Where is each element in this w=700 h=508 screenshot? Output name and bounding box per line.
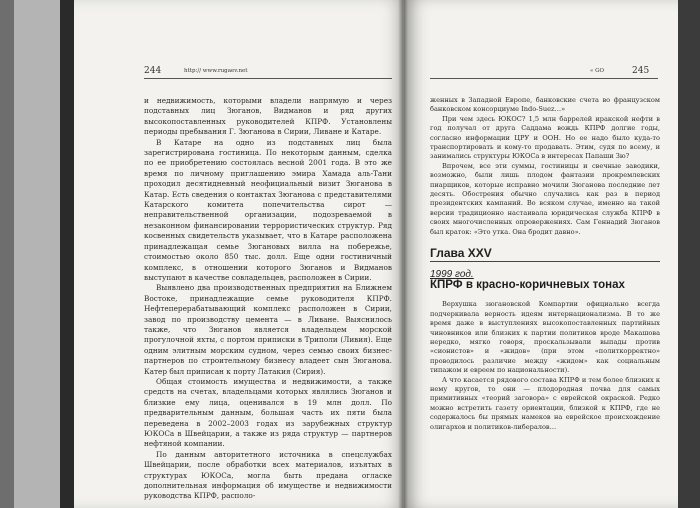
right-header-label: « GO — [590, 68, 605, 74]
right-paragraph: Верхушка зюгановской Компартии официально всегда подчеркивала верность идеям интернационализма. В то же время даже в выступлениях высокопоставленных партийных чиновников или близких к партии политиков вроде Макашова нередко, мягко говоря, проскальзывали выпады против «сионистов» и «жидов» (при этом «политкорректно» проводилось различие между «жидом» как социальным типажом и евреем по национальности). — [430, 300, 660, 375]
right-page-number: 245 — [632, 66, 650, 76]
left-paragraph: По данным авторитетного источника в спецслужбах Швейцарии, после обработки всех материалов, изъятых в структурах ЮКОСа, могла быть предана огласке дополнительная информация об имуществе и недвижимости руководства КПРФ, располо- — [144, 449, 392, 501]
chapter-heading: Глава XXV — [430, 246, 492, 261]
left-paragraph: Общая стоимость имущества и недвижимости, а также средств на счетах, владельцами которых являлись Зюганов и близкие ему лица, оценивался в 19 млн долл. По предварительным данным, большая часть их пяти была переведена в 2002–2003 годах из зарубежных структур ЮКОСа в Швейцарии, а также из ряда структур — партнеров нефтяной компании. — [144, 376, 392, 449]
left-header-url: http:// www.rugaev.net — [184, 68, 248, 74]
right-text-body — [430, 96, 660, 432]
right-paragraph: женных в Западной Европе, банковские счета во французском банковском консорциуме Indo-Suez…» — [430, 96, 660, 114]
left-page — [74, 0, 404, 508]
left-header-rule — [144, 78, 392, 79]
left-paragraph: и недвижимость, которыми владели напрямую и через подставных лиц Зюганов, Видманов и ряд других высокопоставленных руководителей КПРФ. Установлены периоды пребывания Г. Зюганова в Сирии, Ливане и Катаре. — [144, 96, 392, 137]
right-header-rule — [430, 78, 658, 79]
right-paragraph: Впрочем, все эти суммы, гостиницы и свечные заводики, возможно, были лишь плодом фантазии прокремлевских пиарщиков, которые исправно мочили Зюганова последние лет десять. Обострения обычно случались как раз в период президентских кампаний. Во всяком случае, именно на такой версии традиционно настаивала юридическая служба КПРФ в своих многочисленных опровержениях. Сам Геннадий Зюганов был краток: «Это утка. Она бродит давно». — [430, 161, 660, 236]
book-right-edge — [678, 0, 700, 508]
right-page — [404, 0, 678, 508]
left-page-number: 244 — [144, 66, 162, 76]
chapter-rule — [430, 261, 660, 262]
left-paragraph: В Катаре на одно из подставных лиц была зарегистрирована гостиница. По некоторым данным, сделка по ее приобретению состоялась весной 2001 года. В это же время по личному приглашению эмира Хамада аль-Тани проходил десятидневный неофициальный визит Зюганова в Катар. Есть сведения о контактах Зюганова с представителями Катарского комитета попечительства сирот — неправительственной организации, подозреваемой в незаконном финансировании террористических структур. Ряд косвенных свидетельств указывает, что в Катаре расположена принадлежащая семье Зюгановых вилла на побережье, стоимостью около 850 тыс. долл. Еще одни гостиничный комплекс, в отношении которого Зюганов и Видманов выступают в качестве совладельцев, расположен в Сирии. — [144, 137, 392, 282]
right-paragraph: А что касается рядового состава КПРФ и тем более близких к нему кругов, то они — плодородная почва для самых примитивных «теорий заговора» с еврейской окраской. Редко можно встретить газету ориентации, близкой к КПРФ, где не содержалось бы прямых намеков на еврейское происхождение олигархов и политиков-либералов… — [430, 375, 660, 431]
section-title: КПРФ в красно-коричневых тонах — [430, 278, 625, 291]
left-text-body — [144, 96, 392, 502]
book-gutter-shadow — [398, 0, 408, 508]
section-year: 1999 год. — [430, 268, 474, 280]
right-paragraph: При чем здесь ЮКОС? 1,5 млн баррелей иракской нефти в год получал от друга Саддама вождь КПРФ долгие годы, согласно информации ЦРУ и ООН. Но ее надо было куда-то транспортировать и кому-то продавать. Этим, судя по всему, и занимались структуры ЮКОСа в интересах Папаши Зю? — [430, 114, 660, 161]
left-paragraph: Выявлено два производственных предприятия на Ближнем Востоке, принадлежащие семье руководителя КПРФ. Нефтеперерабатывающий комплекс расположен в Сирии, завод по производству цемента — в Ливане. Выяснилось также, что Зюганов является владельцем морской прогулочной яхты, с портом приписки в Триполи (Ливия). Еще одним элитным морским судном, через семью своих бизнес-партнеров по строительному бизнесу владеет сын Зюганова. Катер был приписан к порту Латакия (Сирия). — [144, 283, 392, 376]
